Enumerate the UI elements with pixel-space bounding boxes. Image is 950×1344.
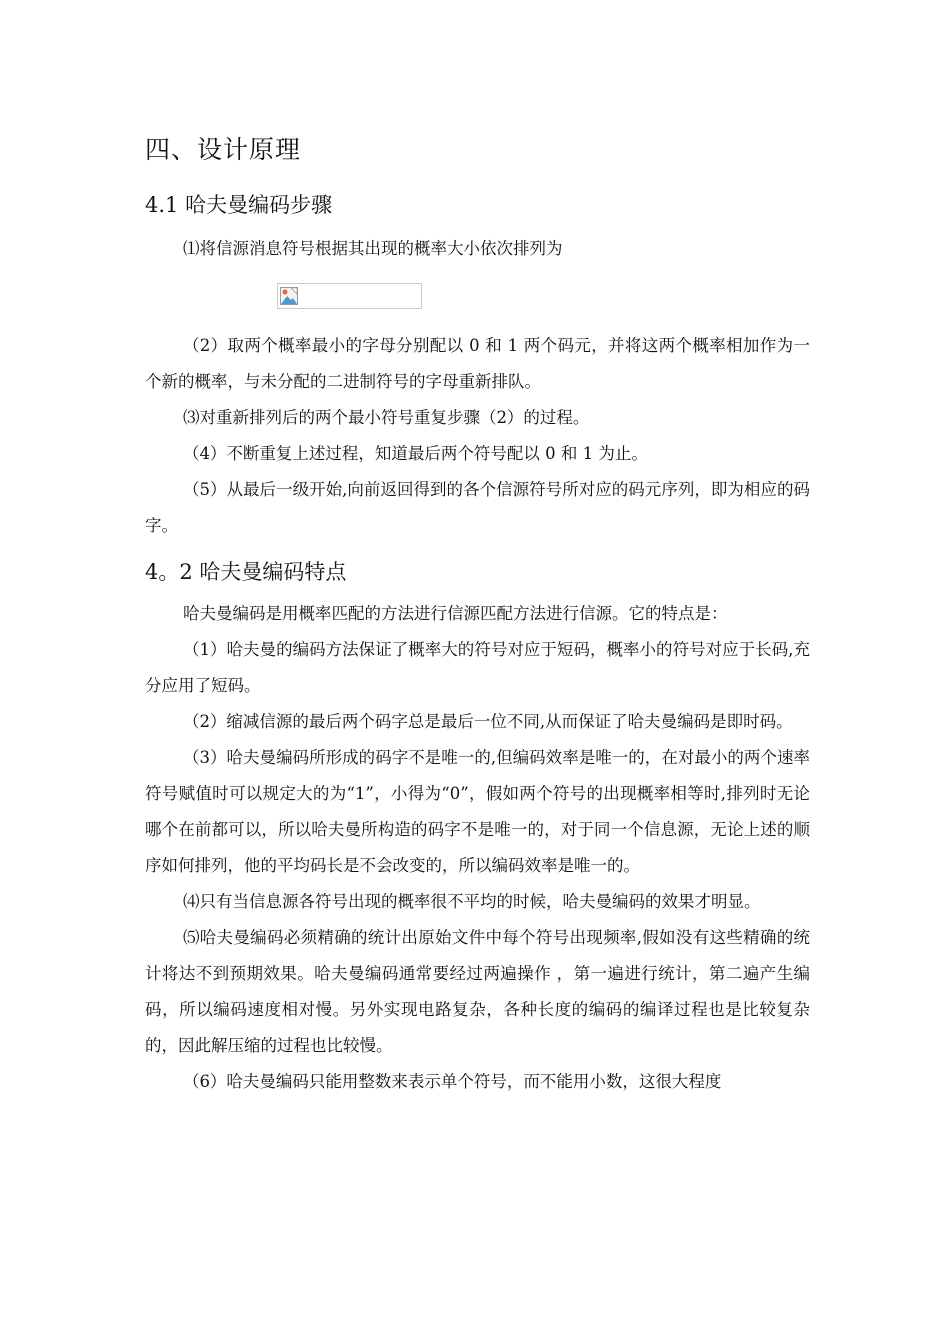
paragraph: （5）从最后一级开始,向前返回得到的各个信源符号所对应的码元序列，即为相应的码字。 — [145, 480, 810, 535]
paragraph: （3）哈夫曼编码所形成的码字不是唯一的,但编码效率是唯一的，在对最小的两个速率符号赋值时可以规定大的为“1”，小得为“0”，假如两个符号的出现概率相等时,排列时无论哪个在前都可以，所以哈夫曼所构造的码字不是唯一的，对于同一个信息源，无论上述的顺序如何排列，他的平均码长是不会改变的，所以编码效率是唯一的。 — [145, 748, 810, 875]
paragraph: （2）取两个概率最小的字母分别配以 0 和 1 两个码元，并将这两个概率相加作为一个新的概率，与未分配的二进制符号的字母重新排队。 — [145, 336, 810, 391]
paragraph: ⑴将信源消息符号根据其出现的概率大小依次排列为 — [182, 239, 563, 258]
paragraph: （2）缩减信源的最后两个码字总是最后一位不同,从而保证了哈夫曼编码是即时码。 — [182, 712, 793, 731]
paragraph: ⑷只有当信息源各符号出现的概率很不平均的时候，哈夫曼编码的效果才明显。 — [182, 892, 761, 911]
broken-image-icon — [280, 287, 298, 305]
section-1-step-1 — [145, 231, 810, 267]
section-2-body — [145, 596, 810, 1100]
paragraph: ⑸哈夫曼编码必须精确的统计出原始文件中每个符号出现频率,假如没有这些精确的统计将达不到预期效果。哈夫曼编码通常要经过两遍操作 ，第一遍进行统计，第二遍产生编码，所以编码速度相对慢。另外实现电路复杂，各种长度的编码的编译过程也是比较复杂的，因此解压缩的过程也比较慢。 — [145, 928, 810, 1055]
section-1-heading: 4.1 哈夫曼编码步骤 — [145, 193, 333, 217]
paragraph: （1）哈夫曼的编码方法保证了概率大的符号对应于短码，概率小的符号对应于长码,充分应用了短码。 — [145, 640, 810, 695]
paragraph: （6）哈夫曼编码只能用整数来表示单个符号，而不能用小数，这很大程度 — [182, 1072, 722, 1091]
paragraph: （4）不断重复上述过程，知道最后两个符号配以 0 和 1 为止。 — [182, 444, 648, 463]
paragraph: ⑶对重新排列后的两个最小符号重复步骤（2）的过程。 — [182, 408, 590, 427]
formula-image-placeholder — [277, 283, 422, 309]
main-heading: 四、设计原理 — [145, 135, 302, 164]
paragraph: 哈夫曼编码是用概率匹配的方法进行信源匹配方法进行信源。它的特点是： — [182, 604, 728, 623]
section-2-heading: 4。2 哈夫曼编码特点 — [145, 560, 347, 584]
section-1-steps — [145, 328, 810, 544]
